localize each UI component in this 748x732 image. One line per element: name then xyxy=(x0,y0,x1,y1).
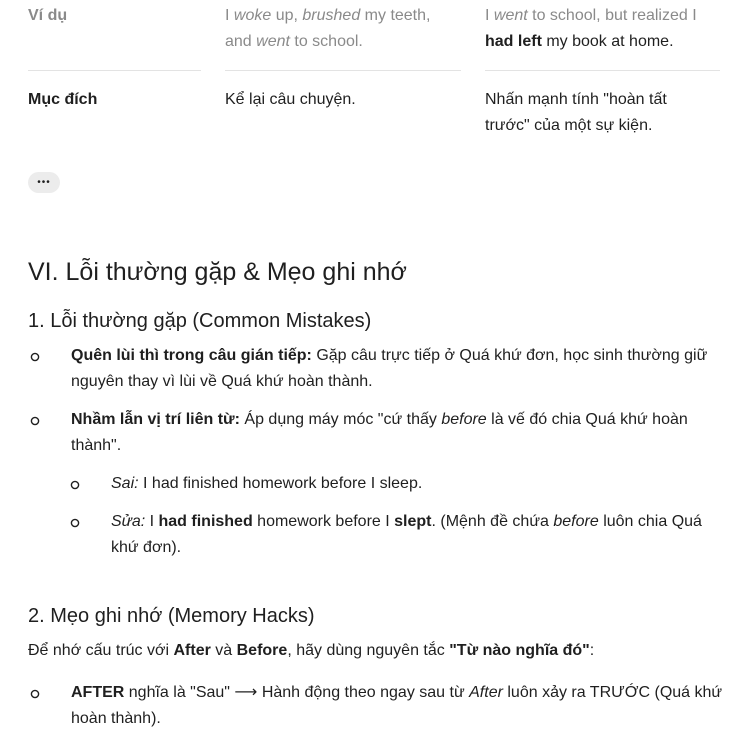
example-cell-past-simple: I woke up, brushed my teeth, and went to school. xyxy=(225,7,431,50)
list-item-wrong-example: Sai: I had finished homework before I sleep. xyxy=(111,475,423,492)
subsection-heading-memory-hacks: 2. Mẹo ghi nhớ (Memory Hacks) xyxy=(28,605,315,627)
purpose-cell-past-perfect: Nhấn mạnh tính "hoàn tất trước" của một sự kiện. xyxy=(485,91,667,134)
row-label-example: Ví dụ xyxy=(28,7,68,24)
purpose-cell-past-simple: Kể lại câu chuyện. xyxy=(225,91,356,108)
section-heading: VI. Lỗi thường gặp & Mẹo ghi nhớ xyxy=(28,258,407,286)
bullet-icon xyxy=(30,689,40,699)
more-dots-icon: ••• xyxy=(37,177,51,188)
example-cell-past-perfect: I went to school, but realized I had left my book at home. xyxy=(485,7,697,50)
list-item-correct-example: Sửa: I had finished homework before I slept. (Mệnh đề chứa before luôn chia Quá khứ đơn). xyxy=(111,513,702,556)
bullet-icon xyxy=(30,416,40,426)
bullet-icon xyxy=(70,480,80,490)
list-item-mistake-2: Nhầm lẫn vị trí liên từ: Áp dụng máy móc "cứ thấy before là vế đó chia Quá khứ hoàn thành". xyxy=(71,411,688,454)
table-divider xyxy=(225,70,461,71)
table-divider xyxy=(28,70,201,71)
list-item-after-rule: AFTER nghĩa là "Sau" ⟶ Hành động theo ngay sau từ After luôn xảy ra TRƯỚC (Quá khứ hoàn thành). xyxy=(71,684,723,727)
table-divider xyxy=(485,70,720,71)
bullet-icon xyxy=(30,352,40,362)
list-item-mistake-1: Quên lùi thì trong câu gián tiếp: Gặp câu trực tiếp ở Quá khứ đơn, học sinh thường giữ nguyên thay vì lùi về Quá khứ hoàn thành. xyxy=(71,347,708,390)
row-label-purpose: Mục đích xyxy=(28,91,98,108)
bullet-icon xyxy=(70,518,80,528)
subsection-heading-mistakes: 1. Lỗi thường gặp (Common Mistakes) xyxy=(28,310,372,332)
more-options-button[interactable] xyxy=(28,172,60,193)
memory-hacks-intro: Để nhớ cấu trúc với After và Before, hãy dùng nguyên tắc "Từ nào nghĩa đó": xyxy=(28,642,595,659)
